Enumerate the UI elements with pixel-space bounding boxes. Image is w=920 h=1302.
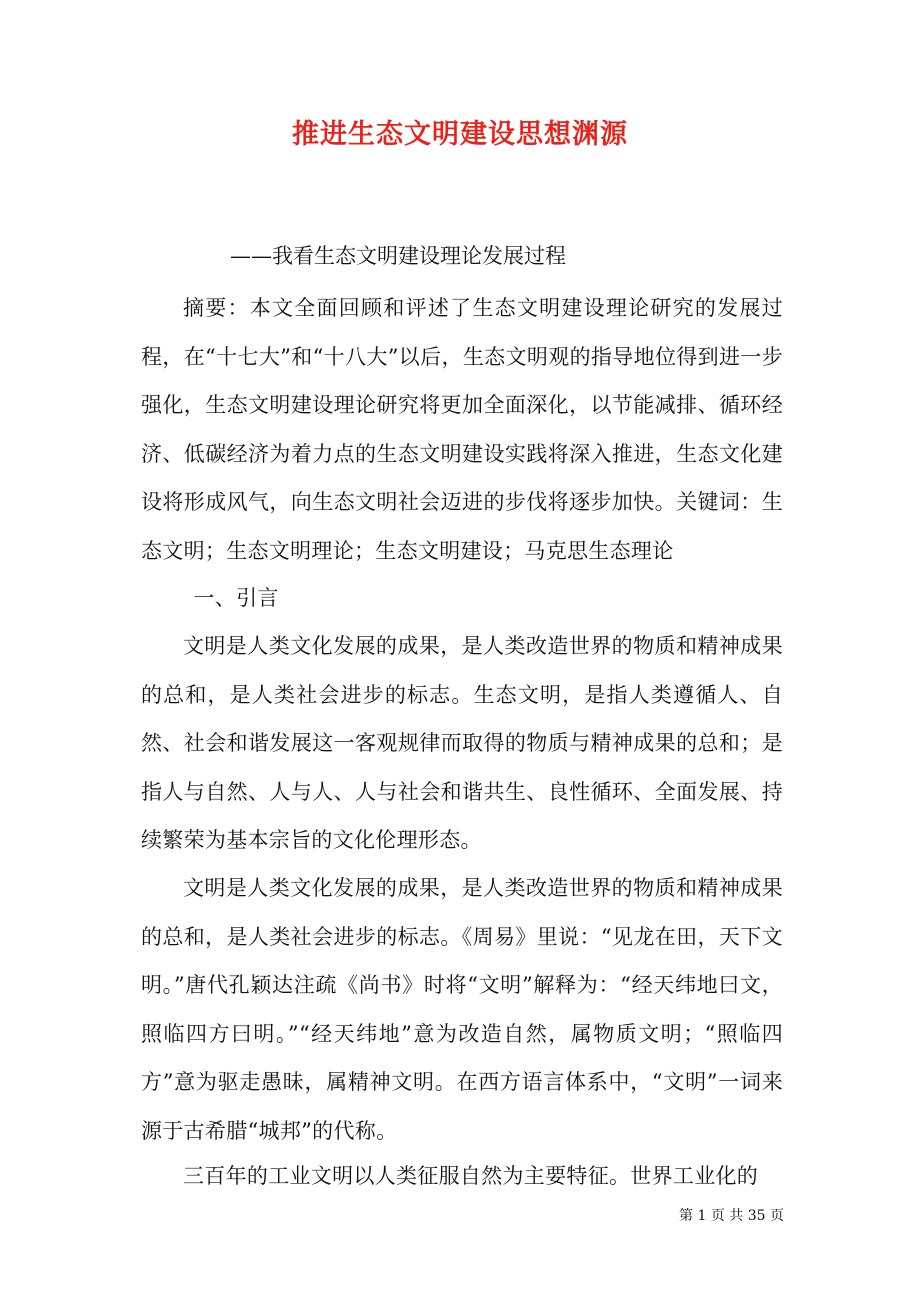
document-subtitle: ——我看生态文明建设理论发展过程 — [230, 244, 566, 268]
body-paragraph: 文明是人类文化发展的成果，是人类改造世界的物质和精神成果的总和，是人类社会进步的标志。《周易》里说：“见龙在田，天下文明。”唐代孔颖达注疏《尚书》时将“文明”解释为：“经天纬地曰文，照临四方曰明。”“经天纬地”意为改造自然，属物质文明；“照临四方”意为驱走愚昧，属精神文明。在西方语言体系中，“文明”一词来源于古希腊“城邦”的代称。 — [141, 876, 783, 1143]
section-heading-introduction: 一、引言 — [193, 586, 279, 610]
body-paragraph: 三百年的工业文明以人类征服自然为主要特征。世界工业化的 — [183, 1164, 759, 1188]
page-number-footer: 第 1 页 共 35 页 — [679, 1208, 784, 1224]
document-title: 推进生态文明建设思想渊源 — [292, 119, 628, 150]
abstract-paragraph: 摘要：本文全面回顾和评述了生态文明建设理论研究的发展过程，在“十七大”和“十八大”以后，生态文明观的指导地位得到进一步强化，生态文明建设理论研究将更加全面深化，以节能减排、循环经济、低碳经济为着力点的生态文明建设实践将深入推进，生态文化建设将形成风气，向生态文明社会迈进的步伐将逐步加快。关键词：生态文明；生态文明理论；生态文明建设；马克思生态理论 — [141, 296, 783, 563]
body-paragraph: 文明是人类文化发展的成果，是人类改造世界的物质和精神成果的总和，是人类社会进步的标志。生态文明，是指人类遵循人、自然、社会和谐发展这一客观规律而取得的物质与精神成果的总和；是指人与自然、人与人、人与社会和谐共生、良性循环、全面发展、持续繁荣为基本宗旨的文化伦理形态。 — [141, 634, 783, 852]
